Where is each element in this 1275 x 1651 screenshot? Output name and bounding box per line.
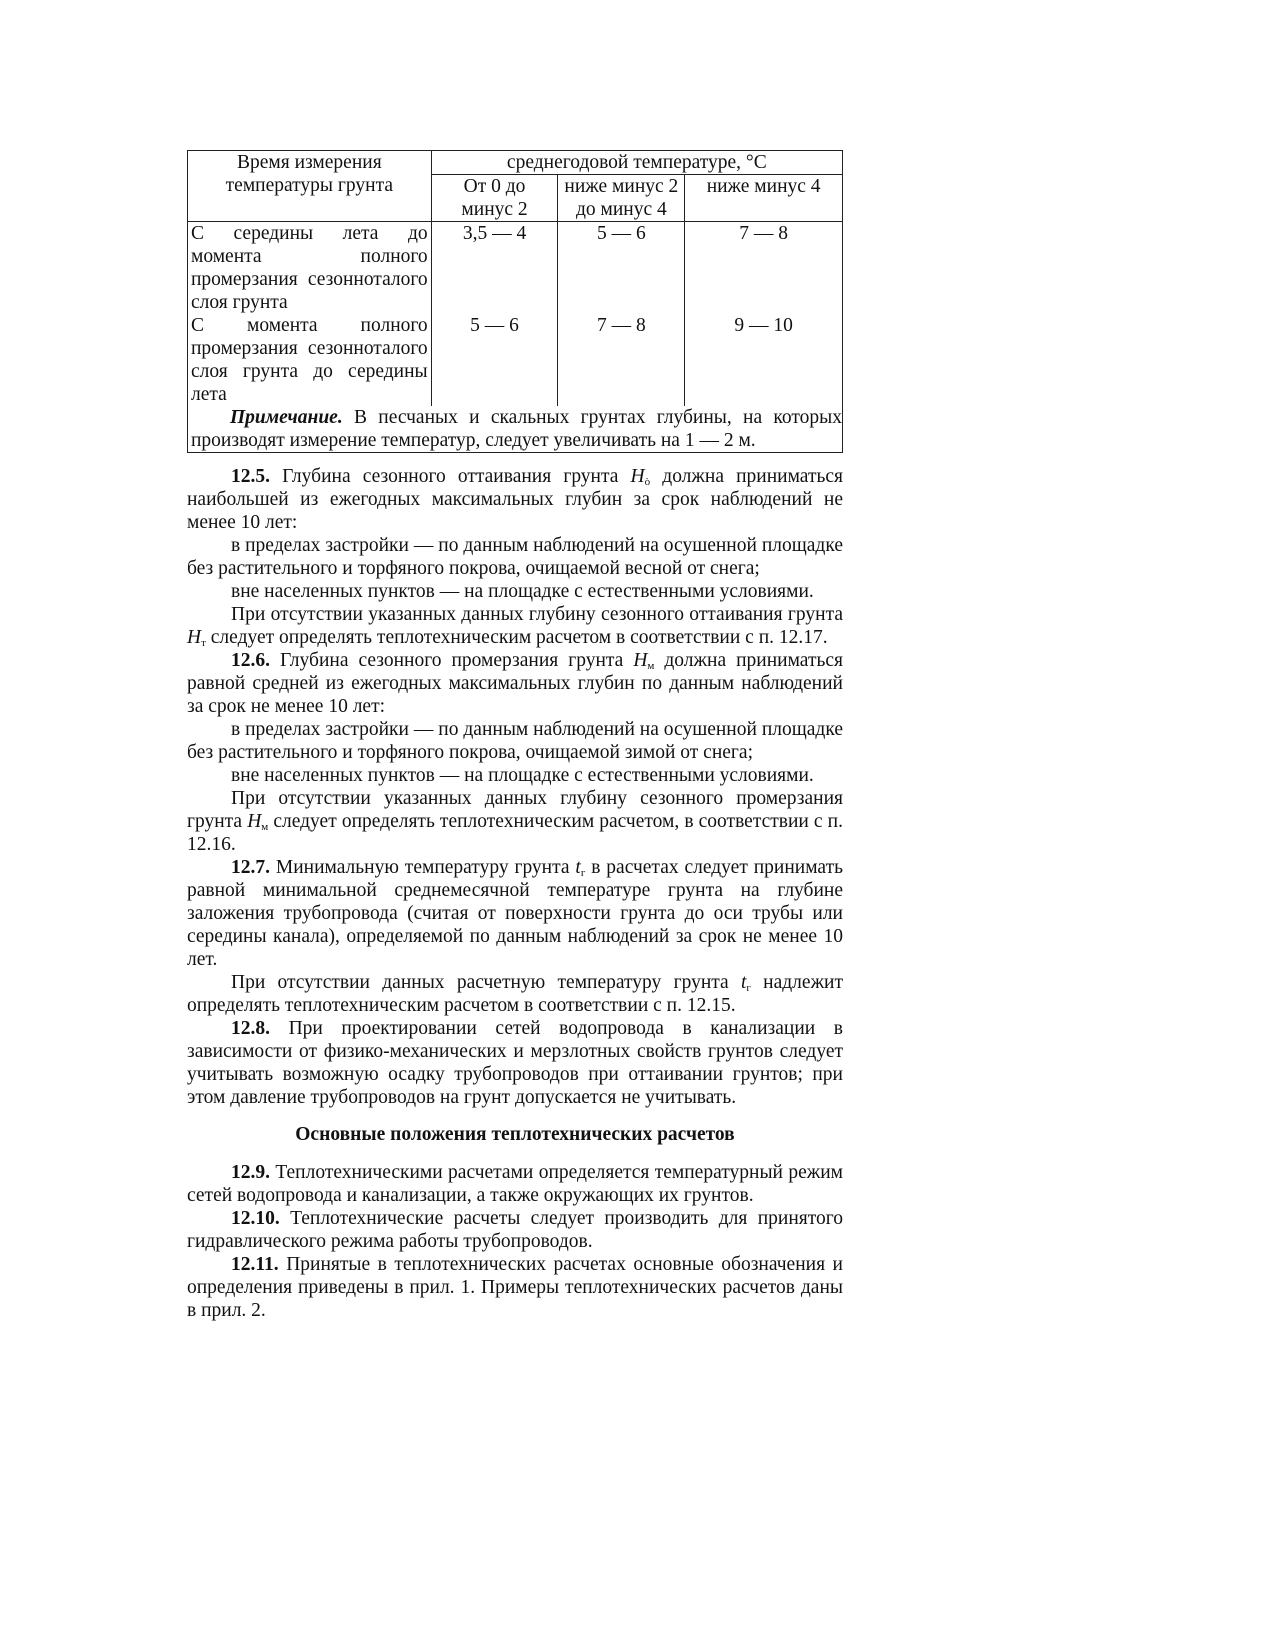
paragraph-12-7: 12.7. Минимальную температуру грунта $t_г$ в расчетах следует принимать равной минимальной среднемесячной температуре грунта на глубине заложения трубопровода (считая от поверхности грунта до оси трубы или середины канала), определяемой по данным наблюдений за срок не менее 10 лет. xyxy=(187,857,843,970)
table-row xyxy=(188,222,843,315)
table-cell: 5 — 6 xyxy=(431,314,558,406)
paragraph-12-11: 12.11. Принятые в теплотехнических расчетах основные обозначения и определения приведены в прил. 1. Примеры теплотехнических расчетов даны в прил. 2. xyxy=(187,1254,843,1321)
paragraph-12-8: 12.8. При проектировании сетей водопровода в канализации в зависимости от физико-механических и мерзлотных свойств грунтов следует учитывать возможную осадку трубопроводов при оттаивании грунтов; при этом давление трубопроводов на грунт допускается не учитывать. xyxy=(187,1018,843,1108)
table-row xyxy=(188,314,843,406)
paragraph: При отсутствии указанных данных глубину сезонного промерзания грунта $H_м$ следует определять теплотехническим расчетом, в соответствии с п. 12.16. xyxy=(187,788,843,855)
paragraph: в пределах застройки — по данным наблюдений на осушенной площадке без растительного и торфяного покрова, очищаемой весной от снега; xyxy=(187,535,843,579)
table-subheader-1: От 0 до минус 2 xyxy=(431,175,558,222)
section-title: Основные положения теплотехнических расчетов xyxy=(295,1124,735,1145)
table-subheader-3: ниже минус 4 xyxy=(685,175,843,222)
table-cell: 5 — 6 xyxy=(558,222,685,315)
paragraph: вне населенных пунктов — на площадке с естественными условиями. xyxy=(231,765,814,786)
table-header-group: среднегодовой температуре, °С xyxy=(431,151,842,175)
table-row-label: С момента полного промерзания сезонноталого слоя грунта до середины лета xyxy=(188,314,432,406)
table-header-measurement-time: Время измерения температуры грунта xyxy=(188,151,432,222)
paragraph-12-5: 12.5. Глубина сезонного оттаивания грунта $H_ò$ должна приниматься наибольшей из ежегодных максимальных глубин за срок наблюдений не менее 10 лет: xyxy=(187,466,843,533)
paragraph: вне населенных пунктов — на площадке с естественными условиями. xyxy=(231,581,814,602)
table-note-row xyxy=(188,406,843,453)
paragraph: При отсутствии данных расчетную температуру грунта $t_г$ надлежит определять теплотехническим расчетом в соответствии с п. 12.15. xyxy=(187,972,844,1016)
table-subheader-2: ниже минус 2 до минус 4 xyxy=(558,175,685,222)
document-page xyxy=(187,150,843,1322)
table-cell: 3,5 — 4 xyxy=(431,222,558,315)
table-cell: 7 — 8 xyxy=(558,314,685,406)
paragraph-12-6: 12.6. Глубина сезонного промерзания грунта $H_м$ должна приниматься равной средней из ежегодных максимальных глубин по данным наблюдений за срок не менее 10 лет: xyxy=(187,650,843,717)
table-cell: 7 — 8 xyxy=(685,222,843,315)
table-cell: 9 — 10 xyxy=(685,314,843,406)
ground-temperature-table xyxy=(187,150,843,453)
paragraph-12-9: 12.9. Теплотехническими расчетами определяется температурный режим сетей водопровода и канализации, а также окружающих их грунтов. xyxy=(187,1162,843,1206)
paragraph-12-10: 12.10. Теплотехнические расчеты следует производить для принятого гидравлического режима работы трубопроводов. xyxy=(187,1208,843,1252)
document-body xyxy=(187,465,843,1322)
paragraph: При отсутствии указанных данных глубину сезонного оттаивания грунта $H_т$ следует определять теплотехническим расчетом в соответствии с п. 12.17. xyxy=(187,604,843,649)
table-note: Примечание. В песчаных и скальных грунтах глубины, на которых производят измерение температур, следует увеличивать на 1 — 2 м. xyxy=(188,406,843,453)
table-row-label: С середины лета до момента полного промерзания сезонноталого слоя грунта xyxy=(188,222,432,315)
paragraph: в пределах застройки — по данным наблюдений на осушенной площадке без растительного и торфяного покрова, очищаемой зимой от снега; xyxy=(187,719,843,763)
